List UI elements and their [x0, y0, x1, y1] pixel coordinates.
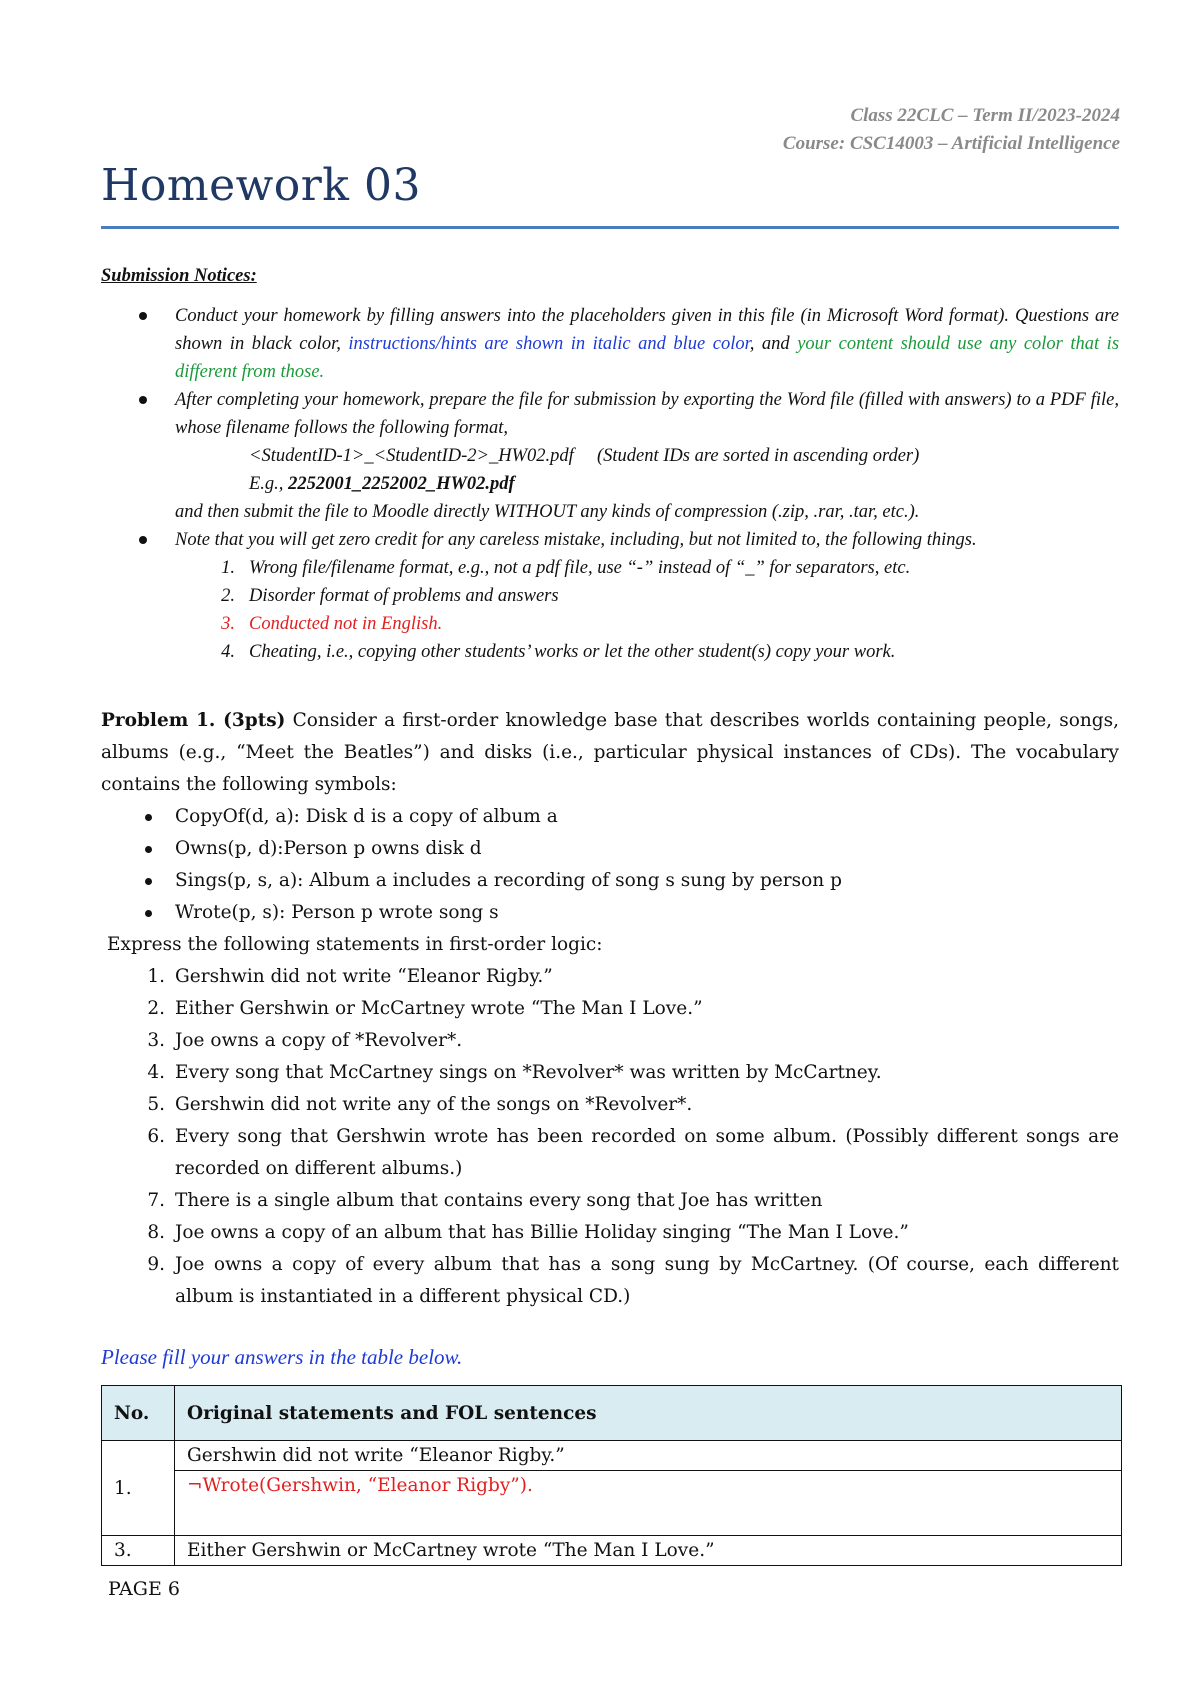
bullet-icon	[145, 814, 152, 821]
fill-instruction: Please fill your answers in the table below.	[101, 1345, 463, 1369]
notice-item	[101, 302, 1119, 386]
problem-intro-text: Consider a first-order knowledge base that describes worlds containing people, songs, albums (e.g., “Meet the Beatles”) and disks (i.e., particular physical instances of CDs). The vocabulary contains the following symbols:	[101, 710, 1119, 795]
bullet-icon	[145, 910, 152, 917]
list-item	[101, 1249, 1119, 1313]
notice-text: and then submit the file to Moodle directly WITHOUT any kinds of compression (.zip, .rar, .tar, etc.).	[175, 502, 920, 522]
bullet-icon	[139, 312, 147, 320]
notice-item	[101, 526, 1119, 666]
title-divider	[101, 226, 1119, 229]
list-item	[101, 865, 1119, 897]
list-text: Every song that McCartney sings on *Revolver* was written by McCartney.	[175, 1062, 882, 1083]
table-row	[102, 1536, 1122, 1566]
list-text: Joe owns a copy of an album that has Billie Holiday singing “The Man I Love.”	[175, 1222, 909, 1243]
list-number: 4.	[221, 642, 235, 662]
list-text: Either Gershwin or McCartney wrote “The Man I Love.”	[175, 998, 703, 1019]
list-number: 4.	[147, 1062, 165, 1083]
list-number: 2.	[147, 998, 165, 1019]
table-row	[102, 1441, 1122, 1471]
express-instruction: Express the following statements in first-order logic:	[107, 934, 603, 955]
list-item	[101, 961, 1119, 993]
class-line: Class 22CLC – Term II/2023-2024	[850, 105, 1120, 126]
notice-content-text: your content should use any color that is different from those.	[175, 334, 1120, 382]
list-text: CopyOf(d, a): Disk d is a copy of album a	[175, 806, 558, 827]
list-item	[175, 582, 1119, 610]
notice-text: Note that you will get zero credit for any careless mistake, including, but not limited to, the following things.	[175, 530, 977, 550]
list-text: Conducted not in English.	[249, 614, 443, 634]
list-item	[101, 993, 1119, 1025]
bullet-icon	[145, 878, 152, 885]
row-number: 1.	[102, 1441, 175, 1536]
list-number: 6.	[147, 1126, 165, 1147]
list-text: Disorder format of problems and answers	[249, 586, 559, 606]
bullet-icon	[139, 536, 147, 544]
page-number: PAGE 6	[108, 1578, 180, 1600]
list-item	[175, 554, 1119, 582]
row-number: 3.	[102, 1536, 175, 1566]
list-text: Gershwin did not write any of the songs on *Revolver*.	[175, 1094, 693, 1115]
list-text: Every song that Gershwin wrote has been recorded on some album. (Possibly different songs are recorded on different albums.)	[175, 1126, 1119, 1179]
problem-intro	[101, 705, 1119, 801]
filename-example	[175, 470, 1119, 498]
notice-text: After completing your homework, prepare the file for submission by exporting the Word file (filled with answers) to a PDF file, whose filename follows the following format,	[175, 390, 1119, 438]
list-text: There is a single album that contains every song that Joe has written	[175, 1190, 823, 1211]
list-item	[101, 897, 1119, 929]
list-item	[101, 1121, 1119, 1185]
notice-text: , and	[749, 334, 798, 354]
list-number: 3.	[221, 614, 235, 634]
example-prefix: E.g.,	[249, 474, 289, 494]
bullet-icon	[145, 846, 152, 853]
symbol-list	[101, 801, 1119, 929]
list-text: Joe owns a copy of *Revolver*.	[175, 1030, 463, 1051]
format-note: (Student IDs are sorted in ascending order)	[596, 446, 920, 466]
statement-cell: Gershwin did not write “Eleanor Rigby.”	[175, 1441, 1122, 1471]
list-number: 1.	[221, 558, 235, 578]
bullet-icon	[139, 396, 147, 404]
list-item	[101, 1217, 1119, 1249]
column-header-statements: Original statements and FOL sentences	[175, 1386, 1122, 1441]
list-text: Wrong file/filename format, e.g., not a pdf file, use “-” instead of “_” for separators, etc.	[249, 558, 911, 578]
course-line: Course: CSC14003 – Artificial Intelligence	[782, 133, 1120, 154]
table-row	[102, 1471, 1122, 1536]
list-text: Cheating, i.e., copying other students’ works or let the other student(s) copy your work.	[249, 642, 896, 662]
problem-label: Problem 1. (3pts)	[101, 710, 286, 731]
list-item	[101, 833, 1119, 865]
list-item	[101, 1089, 1119, 1121]
list-number: 8.	[147, 1222, 165, 1243]
answer-cell[interactable]: ¬Wrote(Gershwin, “Eleanor Rigby”).	[175, 1471, 1122, 1536]
notice-text: Conduct your homework by filling answers into the placeholders given in this file (in Microsoft Word format). Questions are shown in black color,	[175, 306, 1119, 354]
notice-item	[101, 386, 1119, 526]
table-header-row	[102, 1386, 1122, 1441]
list-text: Sings(p, s, a): Album a includes a recording of song s sung by person p	[175, 870, 842, 891]
list-item	[175, 610, 1119, 638]
page-title: Homework 03	[101, 160, 421, 211]
example-filename: 2252001_2252002_HW02.pdf	[288, 474, 515, 494]
notices-heading: Submission Notices:	[101, 266, 257, 286]
list-item	[101, 801, 1119, 833]
answers-table	[101, 1385, 1122, 1566]
list-item	[101, 1025, 1119, 1057]
problem-1	[101, 705, 1119, 1313]
list-number: 1.	[147, 966, 165, 987]
statement-list	[101, 961, 1119, 1313]
list-item	[175, 638, 1119, 666]
list-text: Owns(p, d):Person p owns disk d	[175, 838, 482, 859]
list-text: Joe owns a copy of every album that has a song sung by McCartney. (Of course, each different album is instantiated in a different physical CD.)	[175, 1254, 1119, 1307]
list-number: 3.	[147, 1030, 165, 1051]
mistake-list	[175, 554, 1119, 666]
list-item	[101, 1185, 1119, 1217]
list-number: 5.	[147, 1094, 165, 1115]
list-number: 9.	[147, 1254, 165, 1275]
list-number: 7.	[147, 1190, 165, 1211]
statement-cell: Either Gershwin or McCartney wrote “The Man I Love.”	[175, 1536, 1122, 1566]
header-info	[783, 102, 1120, 158]
list-text: Wrote(p, s): Person p wrote song s	[175, 902, 499, 923]
list-number: 2.	[221, 586, 235, 606]
column-header-no: No.	[102, 1386, 175, 1441]
list-text: Gershwin did not write “Eleanor Rigby.”	[175, 966, 553, 987]
filename-format	[175, 442, 1119, 470]
format-text: <StudentID-1>_<StudentID-2>_HW02.pdf	[249, 446, 574, 466]
list-item	[101, 1057, 1119, 1089]
submission-notices	[101, 262, 1119, 666]
notice-hint-text: instructions/hints are shown in italic and blue color	[348, 334, 750, 354]
